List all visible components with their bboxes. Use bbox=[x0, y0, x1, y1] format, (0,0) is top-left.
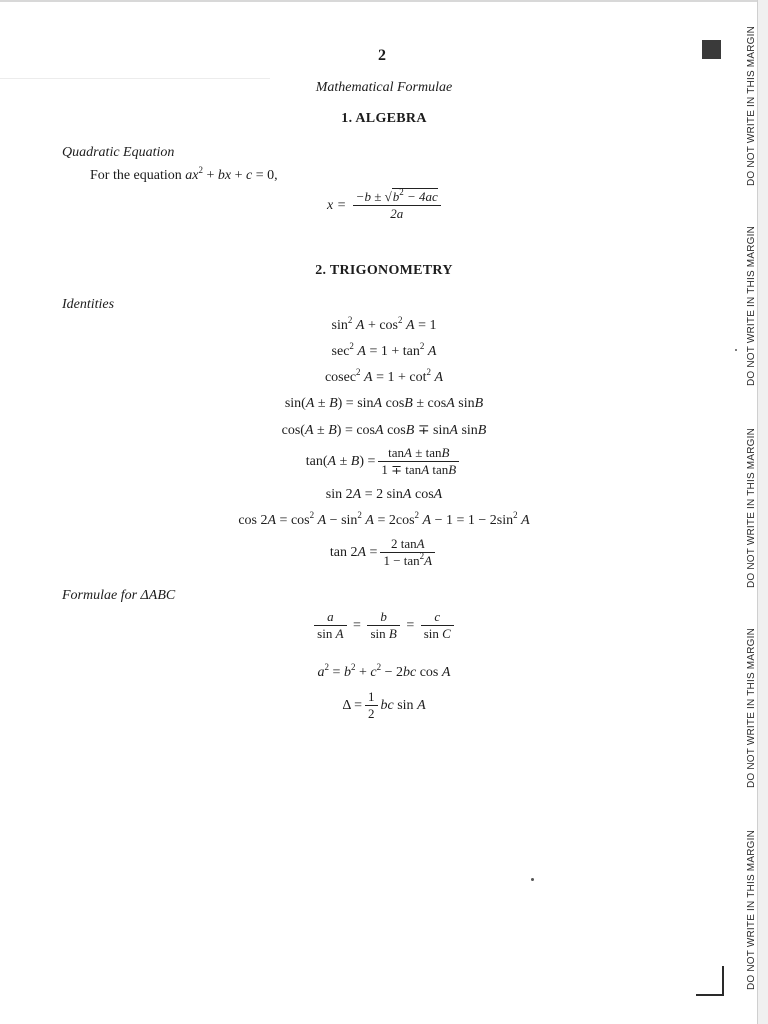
margin-warning-3: DO NOT WRITE IN THIS MARGIN bbox=[746, 427, 757, 589]
identity-sin-double: sin 2A = 2 sinA cosA bbox=[325, 487, 443, 502]
corner-mark bbox=[696, 966, 724, 996]
intro-equation: $ax^2$ + bx + c = 0, bbox=[185, 165, 278, 183]
registration-mark bbox=[702, 40, 721, 59]
identity-tan-double: tan 2A = $\frac{2 \tan A}{1 - \tan^2A}$ bbox=[0, 537, 768, 569]
document-title: Mathematical Formulae bbox=[315, 80, 453, 95]
quadratic-fraction: $\frac{-b \pm √b^2 - 4ac}{2a}$ bbox=[353, 190, 441, 222]
quadratic-lhs: x = bbox=[327, 198, 347, 214]
subheading-quadratic: Quadratic Equation bbox=[62, 145, 175, 160]
cosine-rule: $a^2 = b^2 + c^2 - 2bc$ cos A bbox=[317, 662, 451, 680]
margin-warning-1: DO NOT WRITE IN THIS MARGIN bbox=[746, 25, 757, 187]
identity-tan-sum: tan(A ± B) = $\frac{\tan A \pm \tan B}{\text{1 ∓ tanA tanB}}$ bbox=[0, 446, 768, 478]
speck bbox=[735, 349, 737, 351]
identity-sec-tan: $\sec^2 A = 1 + \tan^2 A$ bbox=[331, 341, 437, 359]
section-heading-trigonometry: 2. TRIGONOMETRY bbox=[315, 263, 453, 278]
identity-pythagorean: $\sin^2 A + \cos^2 A = 1$ bbox=[331, 315, 437, 333]
identity-cos-double: $\cos 2A = \cos^2 A - \sin^2 A = 2\cos^2$ $A - 1 = 1 - 2\sin^2$ A bbox=[238, 510, 530, 528]
identity-sin-sum: sin(A ± B) = sinA cosB ± cosA sinB bbox=[284, 396, 484, 411]
margin-warning-4: DO NOT WRITE IN THIS MARGIN bbox=[746, 627, 757, 789]
subheading-triangle: Formulae for ΔABC bbox=[62, 588, 176, 603]
quadratic-formula bbox=[327, 187, 444, 222]
subheading-identities: Identities bbox=[62, 297, 115, 312]
sine-rule: $\frac{a}{\text{sin A}}$ = $\frac{b}{\text{sin B}}$ = $\frac{c}{\text{sin C}}$ bbox=[0, 610, 768, 642]
identity-cosec-cot: cosec$^2$ $A = 1 + \cot^2 A$ bbox=[324, 367, 444, 385]
page-number: 2 bbox=[378, 47, 386, 64]
triangle-area: Δ = $\frac{1}{2}$ bc sin A bbox=[342, 689, 426, 722]
section-heading-algebra: 1. ALGEBRA bbox=[341, 111, 427, 126]
page-top-edge bbox=[0, 0, 768, 2]
margin-warning-2: DO NOT WRITE IN THIS MARGIN bbox=[746, 225, 757, 387]
faint-rule bbox=[0, 78, 270, 79]
identity-cos-sum: cos(A ± B) = cosA cosB ∓ sinA sinB bbox=[281, 423, 487, 438]
intro-text: For the equation bbox=[90, 168, 182, 183]
margin-strip bbox=[746, 0, 768, 1024]
quadratic-intro bbox=[90, 165, 278, 184]
margin-warning-5: DO NOT WRITE IN THIS MARGIN bbox=[746, 829, 757, 991]
speck bbox=[531, 878, 534, 881]
